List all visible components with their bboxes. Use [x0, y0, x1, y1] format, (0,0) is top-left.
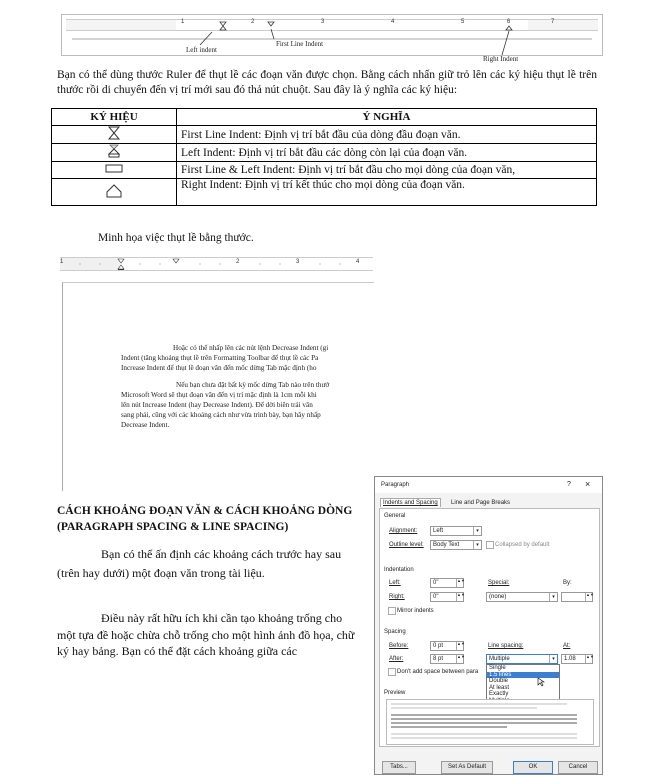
chevron-down-icon: ▾	[473, 541, 481, 549]
spinner-icon[interactable]: ▲▼	[585, 593, 592, 601]
preview-box	[386, 699, 594, 745]
ruler-number: 3	[296, 259, 300, 265]
left-input[interactable]: 0" ▲▼	[430, 578, 464, 588]
left-indent-label: Left indent	[186, 46, 217, 54]
ruler-figure-2	[60, 257, 373, 271]
right-input[interactable]: 0" ▲▼	[430, 592, 464, 602]
page-line: Decrease Indent.	[121, 421, 170, 429]
chevron-down-icon: ▾	[473, 527, 481, 535]
before-label: Before:	[389, 643, 409, 649]
spinner-icon[interactable]: ▲▼	[585, 655, 592, 663]
page-line: Indent (tăng khoảng thụt lề trên Formatting Toolbar để thụt lề các Pa	[121, 354, 319, 362]
table-row	[52, 162, 597, 179]
page-line: Nếu bạn chưa đặt bất kỳ mốc dừng Tab nào trên thướ	[176, 381, 330, 389]
first-line-left-indent-icon	[105, 164, 123, 174]
chevron-down-icon: ▾	[549, 593, 557, 601]
indentation-section-label: Indentation	[384, 567, 414, 573]
meaning-column-header: Ý NGHĨA	[177, 109, 597, 126]
alignment-select[interactable]: Left ▾	[430, 526, 482, 536]
dropdown-option[interactable]: At least	[489, 684, 510, 691]
first-line-indent-label: First Line Indent	[276, 40, 324, 48]
page-line: sang phải, cũng với các khoảng cách như vừa trình bày, bạn hãy nhấp	[121, 411, 321, 419]
line-spacing-label: Line spacing:	[488, 643, 524, 649]
by-label: By:	[563, 580, 572, 586]
page-line: Microsoft Word sẽ thụt đoạn văn đến vị trí mặc định là 1cm mỗi khi	[121, 391, 317, 399]
dialog-titlebar	[375, 477, 602, 493]
outline-level-label: Outline level:	[389, 542, 424, 548]
mouse-cursor-icon	[537, 677, 545, 687]
tab-line-and-page-breaks[interactable]: Line and Page Breaks	[451, 500, 511, 506]
page-line: Hoặc có thể nhấp lên các nút lệnh Decrease Indent (gi	[173, 344, 329, 352]
collapsed-label: Collapsed by default	[495, 542, 550, 548]
dropdown-option[interactable]: Exactly	[489, 691, 509, 697]
dropdown-option-selected[interactable]: 1.5 lines	[487, 672, 559, 679]
ruler-number: 1	[181, 19, 185, 25]
before-input[interactable]: 0 pt ▲▼	[430, 641, 464, 651]
dropdown-option[interactable]: Single	[489, 665, 506, 671]
table-cell: Left Indent: Định vị trí bắt đầu các dòng còn lại của đoạn văn.	[177, 144, 597, 162]
mirror-indents-label: Mirror indents	[397, 608, 434, 614]
chevron-down-icon: ▾	[549, 655, 557, 663]
mirror-indents-checkbox[interactable]	[388, 607, 396, 615]
page-preview	[62, 282, 374, 491]
by-input[interactable]	[561, 592, 593, 602]
ruler-number: 6	[507, 19, 511, 25]
ruler-number: 2	[236, 259, 240, 265]
dialog-title: Paragraph	[381, 482, 410, 488]
right-indent-label: Right Indent	[483, 55, 519, 63]
table-cell: First Line & Left Indent: Định vị trí bắt đầu cho mọi dòng của đoạn văn,	[177, 162, 597, 179]
set-as-default-button[interactable]: Set As Default	[441, 761, 493, 774]
outline-level-select[interactable]: Body Text ▾	[430, 540, 482, 550]
cancel-button[interactable]: Cancel	[558, 761, 598, 774]
indent-markers	[62, 15, 602, 55]
indent-symbols-table	[51, 108, 597, 206]
after-input[interactable]: 8 pt ▲▼	[430, 654, 464, 664]
table-row	[52, 179, 597, 206]
ok-button[interactable]: OK	[513, 761, 553, 774]
first-line-indent-icon	[107, 126, 121, 140]
ruler-number: 7	[551, 19, 555, 25]
table-row	[52, 144, 597, 162]
spinner-icon[interactable]: ▲▼	[456, 642, 463, 650]
dropdown-option[interactable]: Double	[489, 678, 509, 684]
general-section-label: General	[384, 513, 406, 519]
ruler-number: 1	[60, 259, 64, 265]
at-label: At:	[563, 643, 571, 649]
collapsed-checkbox[interactable]	[486, 541, 494, 549]
ruler-number: 3	[321, 19, 325, 25]
ruler-number: 4	[391, 19, 395, 25]
left-indent-icon	[107, 144, 121, 158]
ruler-figure	[61, 14, 603, 56]
table-cell: First Line Indent: Định vị trí bắt đầu của dòng đầu đoạn văn.	[177, 126, 597, 144]
after-label: After:	[389, 656, 404, 662]
paragraph-1: Bạn có thể ấn định các khoảng cách trước hay sau (trên hay dưới) một đoạn văn trong tài liệu.	[57, 547, 342, 580]
at-input[interactable]: 1.08 ▲▼	[561, 654, 593, 664]
spacing-section-label: Spacing	[384, 629, 406, 635]
page-line: Increase Indent để thụt lề đoạn văn đến mốc dừng Tab mặc định (ho	[121, 364, 317, 372]
right-label: Right:	[389, 594, 405, 600]
section-heading: CÁCH KHOẢNG ĐOẠN VĂN & CÁCH KHOẢNG DÒNG (PARAGRAPH SPACING & LINE SPACING)	[57, 505, 353, 533]
tab-indents-and-spacing[interactable]: Indents and Spacing	[380, 498, 441, 507]
symbol-column-header: KÝ HIỆU	[52, 109, 177, 126]
page-line: lên nút Increase Indent (hay Decrease Indent). Để dời biên trái văn	[121, 401, 313, 409]
preview-section-label: Preview	[384, 690, 406, 696]
right-indent-icon	[105, 183, 123, 199]
left-label: Left:	[389, 580, 401, 586]
paragraph-dialog	[374, 476, 603, 775]
special-select[interactable]: (none) ▾	[486, 592, 558, 602]
special-label: Special:	[488, 580, 510, 586]
figure-caption: Minh họa việc thụt lề bằng thước.	[98, 232, 254, 244]
spinner-icon[interactable]: ▲▼	[456, 579, 463, 587]
ruler-number: 2	[251, 19, 255, 25]
table-row	[52, 126, 597, 144]
dont-add-space-checkbox[interactable]	[388, 668, 396, 676]
paragraph-2: Điều này rất hữu ích khi cần tạo khoảng trống cho một tựa đề hoặc chừa chỗ trống cho một hình ảnh đồ họa, chữ ký hay bảng. Bạn có thể đặt cách khoảng giữa các	[57, 611, 355, 658]
alignment-label: Alignment:	[389, 528, 418, 534]
tabs-button[interactable]: Tabs...	[382, 761, 416, 774]
dont-add-space-label: Don't add space between para	[397, 669, 479, 675]
table-cell: Right Indent: Định vị trí kết thúc cho mọi dòng của đoạn văn.	[177, 179, 597, 206]
close-button[interactable]: ×	[585, 479, 591, 489]
ruler-number: 5	[461, 19, 465, 25]
spinner-icon[interactable]: ▲▼	[456, 655, 463, 663]
spinner-icon[interactable]: ▲▼	[456, 593, 463, 601]
intro-paragraph: Bạn có thể dùng thước Ruler để thụt lề các đoạn văn được chọn. Bằng cách nhấn giữ trỏ lên các ký hiệu thụt lề trên thước rồi di chuyển đến vị trí mới sau đó thả nút chuột. Sau đây là ý nghĩa các ký hiệu:	[57, 69, 597, 96]
help-button[interactable]: ?	[567, 481, 571, 488]
ruler-number: 4	[356, 259, 360, 265]
line-spacing-select[interactable]: Multiple ▾	[486, 654, 558, 664]
